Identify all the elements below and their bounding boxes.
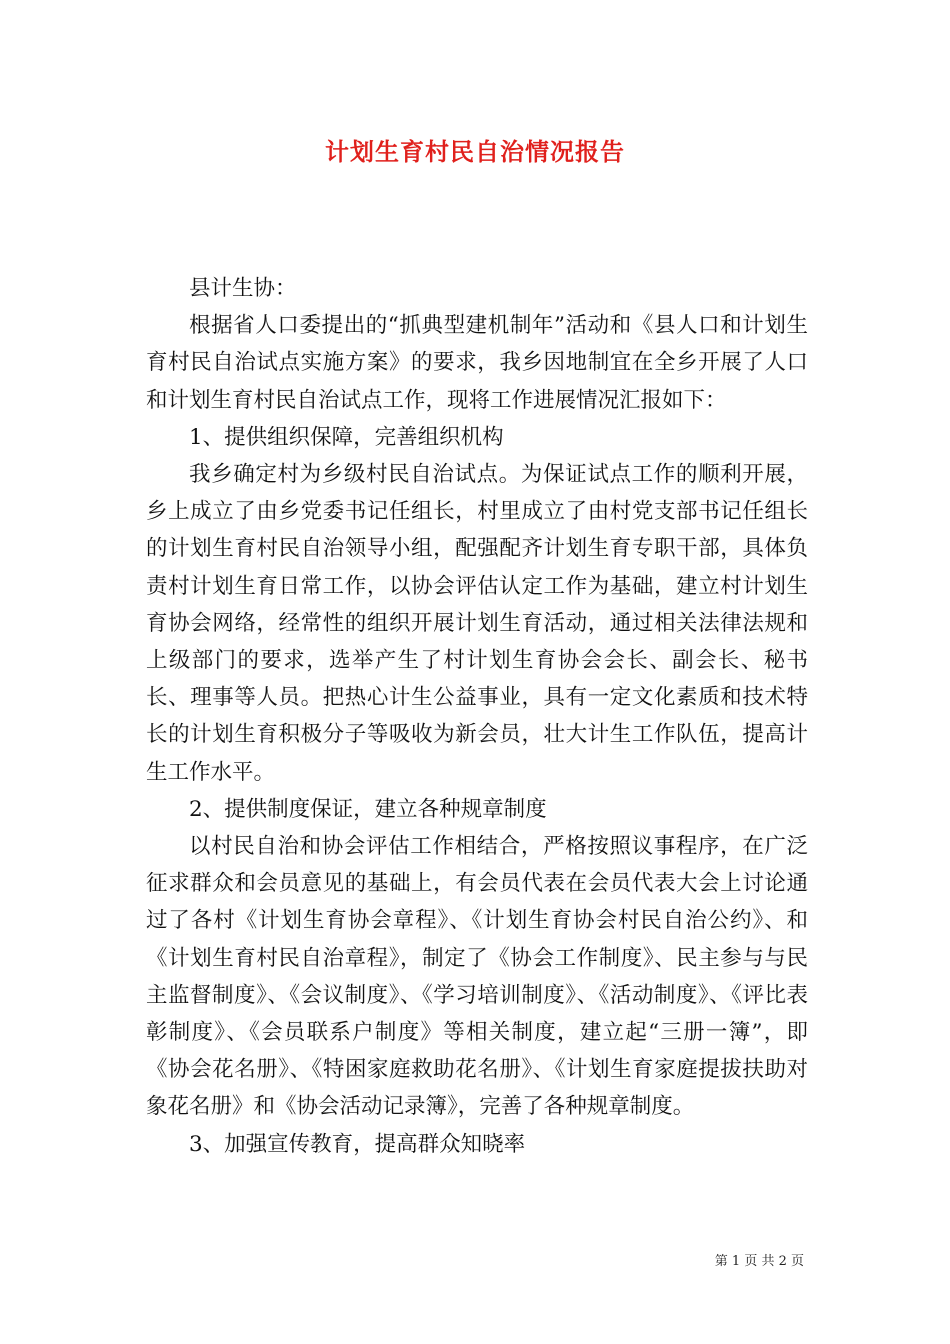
section-heading-2: 2、提供制度保证，建立各种规章制度 — [189, 796, 547, 822]
intro-paragraph: 根据省人口委提出的“抓典型建机制年”活动和《县人口和计划生育村民自治试点实施方案》的要求，我乡因地制宜在全乡开展了人口和计划生育村民自治试点工作，现将工作进展情况汇报如下： — [146, 313, 808, 413]
section-heading-1: 1、提供组织保障，完善组织机构 — [189, 424, 504, 450]
section-heading-3: 3、加强宣传教育，提高群众知晓率 — [189, 1131, 526, 1157]
document-body — [146, 270, 808, 1163]
salutation: 县计生协： — [189, 276, 297, 301]
document-title: 计划生育村民自治情况报告 — [325, 137, 625, 166]
section-paragraph-2: 以村民自治和协会评估工作相结合，严格按照议事程序，在广泛征求群众和会员意见的基础上，有会员代表在会员代表大会上讨论通过了各村《计划生育协会章程》、《计划生育协会村民自治公约》、和《计划生育村民自治章程》，制定了《协会工作制度》、民主参与与民主监督制度》、《会议制度》、《学习培训制度》、《活动制度》、《评比表彰制度》、《会员联系户制度》等相关制度，建立起“三册一簿”，即《协会花名册》、《特困家庭救助花名册》、《计划生育家庭提拔扶助对象花名册》和《协会活动记录簿》，完善了各种规章制度。 — [146, 834, 808, 1120]
page-number: 第 1 页 共 2 页 — [714, 1254, 804, 1269]
section-paragraph-1: 我乡确定村为乡级村民自治试点。为保证试点工作的顺利开展，乡上成立了由乡党委书记任组长，村里成立了由村党支部书记任组长的计划生育村民自治领导小组，配强配齐计划生育专职干部，具体负责村计划生育日常工作，以协会评估认定工作为基础，建立村计划生育协会网络，经常性的组织开展计划生育活动，通过相关法律法规和上级部门的要求，选举产生了村计划生育协会会长、副会长、秘书长、理事等人员。把热心计生公益事业，具有一定文化素质和技术特长的计划生育积极分子等吸收为新会员，壮大计生工作队伍，提高计生工作水平。 — [146, 462, 808, 785]
